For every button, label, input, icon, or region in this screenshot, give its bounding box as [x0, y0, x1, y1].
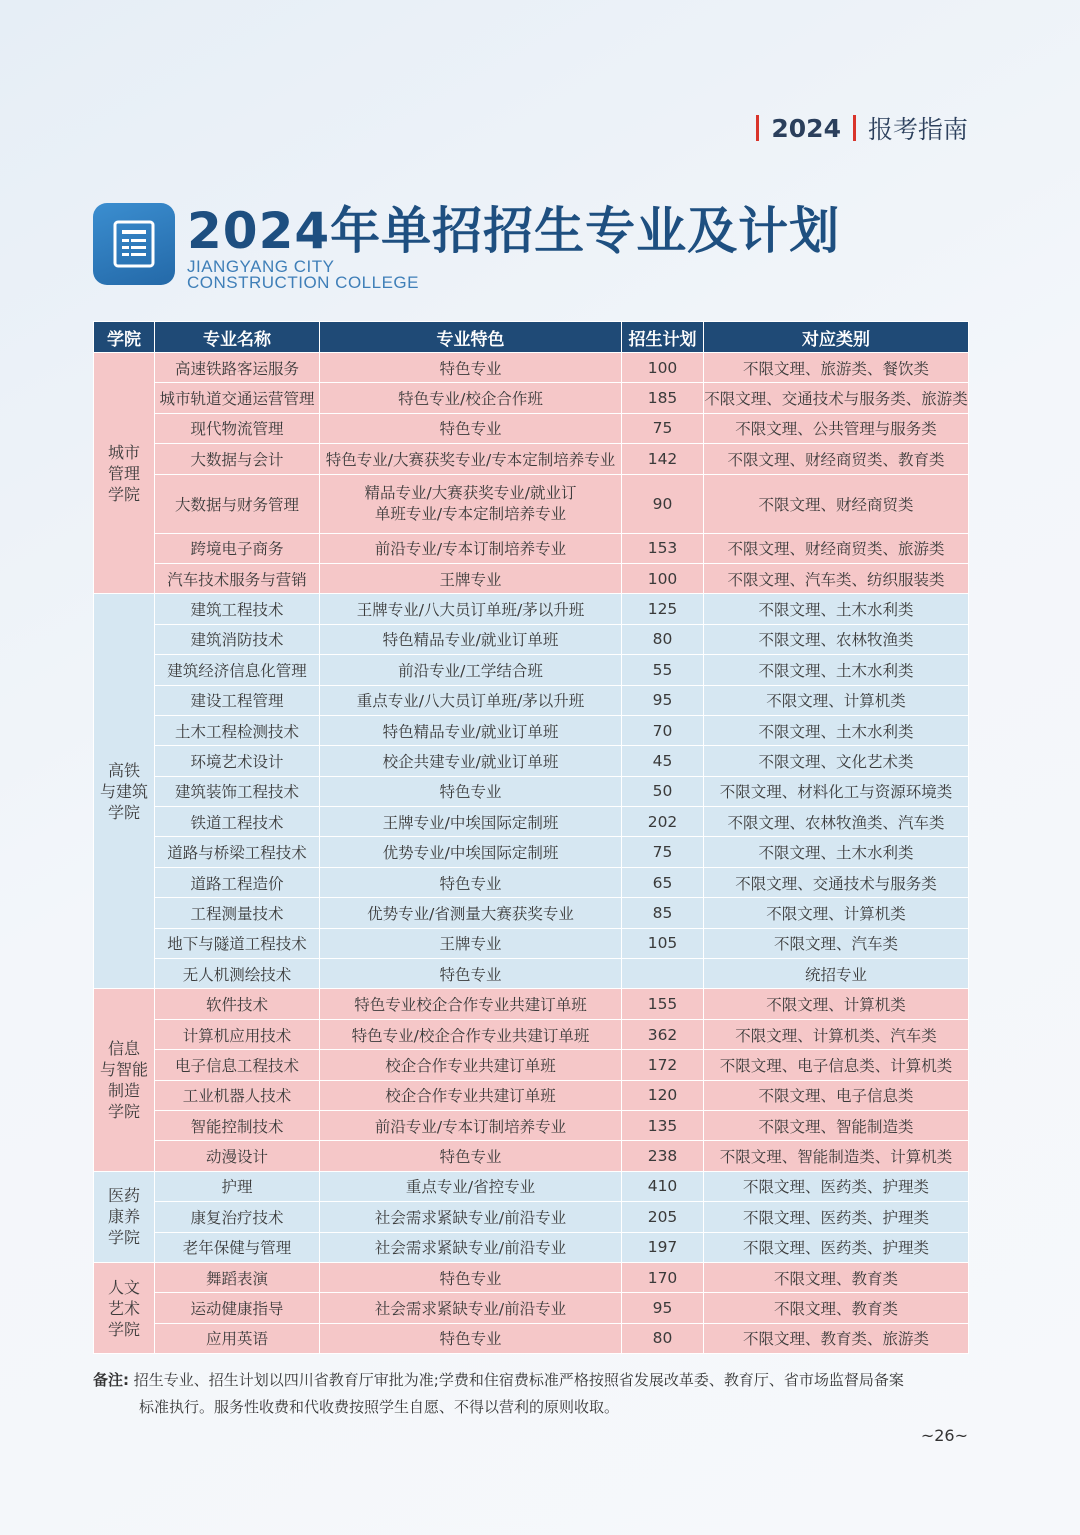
plan-count-cell: 100: [622, 353, 704, 383]
page-header: [756, 110, 968, 146]
table-row: [94, 533, 969, 563]
category-cell: 不限文理、电子信息类: [704, 1080, 969, 1110]
major-cell: 大数据与财务管理: [155, 474, 320, 533]
plan-count-cell: 80: [622, 1323, 704, 1353]
table-row: [94, 1050, 969, 1080]
plan-count-cell: 185: [622, 383, 704, 413]
header-feature: 专业特色: [320, 322, 622, 353]
note-line-1: 招生专业、招生计划以四川省教育厅审批为准;学费和住宿费标准严格按照省发展改革委、教育厅、省市场监督局备案: [133, 1371, 904, 1389]
major-cell: 舞蹈表演: [155, 1262, 320, 1292]
category-cell: 不限文理、计算机类: [704, 898, 969, 928]
table-row: [94, 1110, 969, 1140]
category-cell: 不限文理、教育类、旅游类: [704, 1323, 969, 1353]
table-row: [94, 959, 969, 989]
feature-cell: 王牌专业: [320, 928, 622, 958]
major-cell: 铁道工程技术: [155, 807, 320, 837]
plan-count-cell: 135: [622, 1110, 704, 1140]
feature-cell: 优势专业/中埃国际定制班: [320, 837, 622, 867]
plan-count-cell: 80: [622, 624, 704, 654]
plan-count-cell: 90: [622, 474, 704, 533]
category-cell: 不限文理、医药类、护理类: [704, 1171, 969, 1201]
college-cell: 人文 艺术 学院: [94, 1262, 155, 1353]
major-cell: 跨境电子商务: [155, 533, 320, 563]
plan-count-cell: 85: [622, 898, 704, 928]
table-row: [94, 1262, 969, 1292]
feature-cell: 前沿专业/专本订制培养专业: [320, 1110, 622, 1140]
feature-cell: 校企合作专业共建订单班: [320, 1080, 622, 1110]
feature-cell: 王牌专业: [320, 563, 622, 593]
table-row: [94, 746, 969, 776]
category-cell: 不限文理、交通技术与服务类、旅游类: [704, 383, 969, 413]
table-row: [94, 1171, 969, 1201]
note-line-2: 标准执行。服务性收费和代收费按照学生自愿、不得以营利的原则收取。: [139, 1398, 620, 1416]
feature-cell: 特色专业: [320, 1323, 622, 1353]
table-row: [94, 989, 969, 1019]
plan-count-cell: 95: [622, 685, 704, 715]
feature-cell: 社会需求紧缺专业/前沿专业: [320, 1293, 622, 1323]
plan-count-cell: 410: [622, 1171, 704, 1201]
enrollment-plan-table: [93, 321, 969, 1354]
category-cell: 不限文理、财经商贸类: [704, 474, 969, 533]
page-number: ~26~: [920, 1426, 968, 1445]
major-cell: 汽车技术服务与营销: [155, 563, 320, 593]
table-row: [94, 353, 969, 383]
major-cell: 护理: [155, 1171, 320, 1201]
category-cell: 不限文理、农林牧渔类、汽车类: [704, 807, 969, 837]
feature-cell: 校企合作专业共建订单班: [320, 1050, 622, 1080]
plan-count-cell: 362: [622, 1019, 704, 1049]
page-title-block: [93, 203, 840, 291]
footnote: [93, 1367, 973, 1421]
feature-cell: 特色专业: [320, 776, 622, 806]
feature-cell: 优势专业/省测量大赛获奖专业: [320, 898, 622, 928]
category-cell: 不限文理、交通技术与服务类: [704, 867, 969, 897]
feature-cell: 特色专业: [320, 413, 622, 443]
category-cell: 不限文理、电子信息类、计算机类: [704, 1050, 969, 1080]
category-cell: 不限文理、汽车类、纺织服装类: [704, 563, 969, 593]
major-cell: 智能控制技术: [155, 1110, 320, 1140]
category-cell: 不限文理、教育类: [704, 1262, 969, 1292]
category-cell: 不限文理、计算机类: [704, 685, 969, 715]
header-year: 2024: [771, 113, 841, 143]
category-cell: 不限文理、财经商贸类、旅游类: [704, 533, 969, 563]
plan-count-cell: 95: [622, 1293, 704, 1323]
category-cell: 不限文理、教育类: [704, 1293, 969, 1323]
feature-cell: 特色专业: [320, 353, 622, 383]
plan-count-cell: 155: [622, 989, 704, 1019]
major-cell: 计算机应用技术: [155, 1019, 320, 1049]
major-cell: 地下与隧道工程技术: [155, 928, 320, 958]
table-row: [94, 776, 969, 806]
table-row: [94, 1141, 969, 1171]
feature-cell: 王牌专业/中埃国际定制班: [320, 807, 622, 837]
feature-cell: 特色专业/校企合作专业共建订单班: [320, 1019, 622, 1049]
plan-count-cell: 75: [622, 413, 704, 443]
table-row: [94, 1202, 969, 1232]
category-cell: 不限文理、汽车类: [704, 928, 969, 958]
feature-cell: 精品专业/大赛获奖专业/就业订单班专业/专本定制培养专业: [320, 474, 622, 533]
category-cell: 不限文理、旅游类、餐饮类: [704, 353, 969, 383]
table-header-row: [94, 322, 969, 353]
plan-count-cell: 65: [622, 867, 704, 897]
table-row: [94, 474, 969, 533]
major-cell: 道路工程造价: [155, 867, 320, 897]
document-list-icon: [93, 203, 175, 285]
major-cell: 工业机器人技术: [155, 1080, 320, 1110]
feature-cell: 社会需求紧缺专业/前沿专业: [320, 1202, 622, 1232]
table-row: [94, 563, 969, 593]
table-row: [94, 655, 969, 685]
table-row: [94, 383, 969, 413]
table-row: [94, 1019, 969, 1049]
table-row: [94, 715, 969, 745]
category-cell: 不限文理、计算机类: [704, 989, 969, 1019]
college-cell: 城市 管理 学院: [94, 353, 155, 594]
category-cell: 不限文理、智能制造类、计算机类: [704, 1141, 969, 1171]
college-cell: 高铁 与建筑 学院: [94, 594, 155, 989]
feature-cell: 特色专业/大赛获奖专业/专本定制培养专业: [320, 444, 622, 474]
category-cell: 不限文理、土木水利类: [704, 715, 969, 745]
plan-count-cell: 70: [622, 715, 704, 745]
plan-count-cell: 75: [622, 837, 704, 867]
plan-count-cell: 142: [622, 444, 704, 474]
table-row: [94, 807, 969, 837]
header-category: 对应类别: [704, 322, 969, 353]
table-row: [94, 928, 969, 958]
major-cell: 建筑消防技术: [155, 624, 320, 654]
major-cell: 大数据与会计: [155, 444, 320, 474]
major-cell: 康复治疗技术: [155, 1202, 320, 1232]
header-major: 专业名称: [155, 322, 320, 353]
feature-cell: 特色专业校企合作专业共建订单班: [320, 989, 622, 1019]
major-cell: 动漫设计: [155, 1141, 320, 1171]
category-cell: 不限文理、土木水利类: [704, 655, 969, 685]
category-cell: 不限文理、财经商贸类、教育类: [704, 444, 969, 474]
major-cell: 建筑经济信息化管理: [155, 655, 320, 685]
plan-count-cell: 197: [622, 1232, 704, 1262]
feature-cell: 前沿专业/工学结合班: [320, 655, 622, 685]
table-row: [94, 685, 969, 715]
feature-cell: 重点专业/八大员订单班/茅以升班: [320, 685, 622, 715]
table-row: [94, 898, 969, 928]
feature-cell: 特色专业: [320, 1262, 622, 1292]
table-row: [94, 1232, 969, 1262]
plan-count-cell: [622, 959, 704, 989]
feature-cell: 重点专业/省控专业: [320, 1171, 622, 1201]
major-cell: 建筑工程技术: [155, 594, 320, 624]
plan-count-cell: 120: [622, 1080, 704, 1110]
plan-count-cell: 50: [622, 776, 704, 806]
plan-count-cell: 45: [622, 746, 704, 776]
plan-count-cell: 55: [622, 655, 704, 685]
category-cell: 统招专业: [704, 959, 969, 989]
feature-cell: 社会需求紧缺专业/前沿专业: [320, 1232, 622, 1262]
major-cell: 工程测量技术: [155, 898, 320, 928]
category-cell: 不限文理、农林牧渔类: [704, 624, 969, 654]
college-name-en-line1: JIANGYANG CITY: [187, 257, 335, 276]
major-cell: 现代物流管理: [155, 413, 320, 443]
plan-count-cell: 153: [622, 533, 704, 563]
feature-cell: 特色专业/校企合作班: [320, 383, 622, 413]
category-cell: 不限文理、计算机类、汽车类: [704, 1019, 969, 1049]
major-cell: 土木工程检测技术: [155, 715, 320, 745]
major-cell: 城市轨道交通运营管理: [155, 383, 320, 413]
category-cell: 不限文理、土木水利类: [704, 594, 969, 624]
feature-cell: 特色专业: [320, 1141, 622, 1171]
table-row: [94, 1080, 969, 1110]
major-cell: 建设工程管理: [155, 685, 320, 715]
feature-cell: 王牌专业/八大员订单班/茅以升班: [320, 594, 622, 624]
plan-count-cell: 205: [622, 1202, 704, 1232]
plan-count-cell: 172: [622, 1050, 704, 1080]
table-row: [94, 1323, 969, 1353]
major-cell: 老年保健与管理: [155, 1232, 320, 1262]
major-cell: 道路与桥梁工程技术: [155, 837, 320, 867]
feature-cell: 特色专业: [320, 867, 622, 897]
major-cell: 无人机测绘技术: [155, 959, 320, 989]
table-row: [94, 837, 969, 867]
category-cell: 不限文理、医药类、护理类: [704, 1232, 969, 1262]
header-college: 学院: [94, 322, 155, 353]
plan-count-cell: 170: [622, 1262, 704, 1292]
table-row: [94, 1293, 969, 1323]
header-label: 报考指南: [867, 115, 968, 144]
category-cell: 不限文理、医药类、护理类: [704, 1202, 969, 1232]
plan-count-cell: 202: [622, 807, 704, 837]
college-cell: 信息 与智能 制造 学院: [94, 989, 155, 1171]
category-cell: 不限文理、土木水利类: [704, 837, 969, 867]
header-divider: [756, 115, 759, 141]
table-row: [94, 444, 969, 474]
plan-count-cell: 105: [622, 928, 704, 958]
feature-cell: 特色精品专业/就业订单班: [320, 715, 622, 745]
major-cell: 软件技术: [155, 989, 320, 1019]
category-cell: 不限文理、材料化工与资源环境类: [704, 776, 969, 806]
major-cell: 建筑装饰工程技术: [155, 776, 320, 806]
table-row: [94, 867, 969, 897]
feature-cell: 特色精品专业/就业订单班: [320, 624, 622, 654]
plan-count-cell: 238: [622, 1141, 704, 1171]
category-cell: 不限文理、公共管理与服务类: [704, 413, 969, 443]
plan-count-cell: 100: [622, 563, 704, 593]
feature-cell: 校企共建专业/就业订单班: [320, 746, 622, 776]
feature-cell: 前沿专业/专本订制培养专业: [320, 533, 622, 563]
major-cell: 应用英语: [155, 1323, 320, 1353]
plan-count-cell: 125: [622, 594, 704, 624]
table-row: [94, 594, 969, 624]
table-row: [94, 624, 969, 654]
college-name-en-line2: CONSTRUCTION COLLEGE: [187, 273, 419, 292]
category-cell: 不限文理、文化艺术类: [704, 746, 969, 776]
header-divider: [853, 115, 856, 141]
table-row: [94, 413, 969, 443]
major-cell: 运动健康指导: [155, 1293, 320, 1323]
feature-cell: 特色专业: [320, 959, 622, 989]
note-label: 备注:: [93, 1371, 129, 1389]
category-cell: 不限文理、智能制造类: [704, 1110, 969, 1140]
page-title: 2024年单招招生专业及计划: [187, 202, 841, 260]
major-cell: 环境艺术设计: [155, 746, 320, 776]
major-cell: 高速铁路客运服务: [155, 353, 320, 383]
header-plan: 招生计划: [622, 322, 704, 353]
major-cell: 电子信息工程技术: [155, 1050, 320, 1080]
college-cell: 医药 康养 学院: [94, 1171, 155, 1262]
